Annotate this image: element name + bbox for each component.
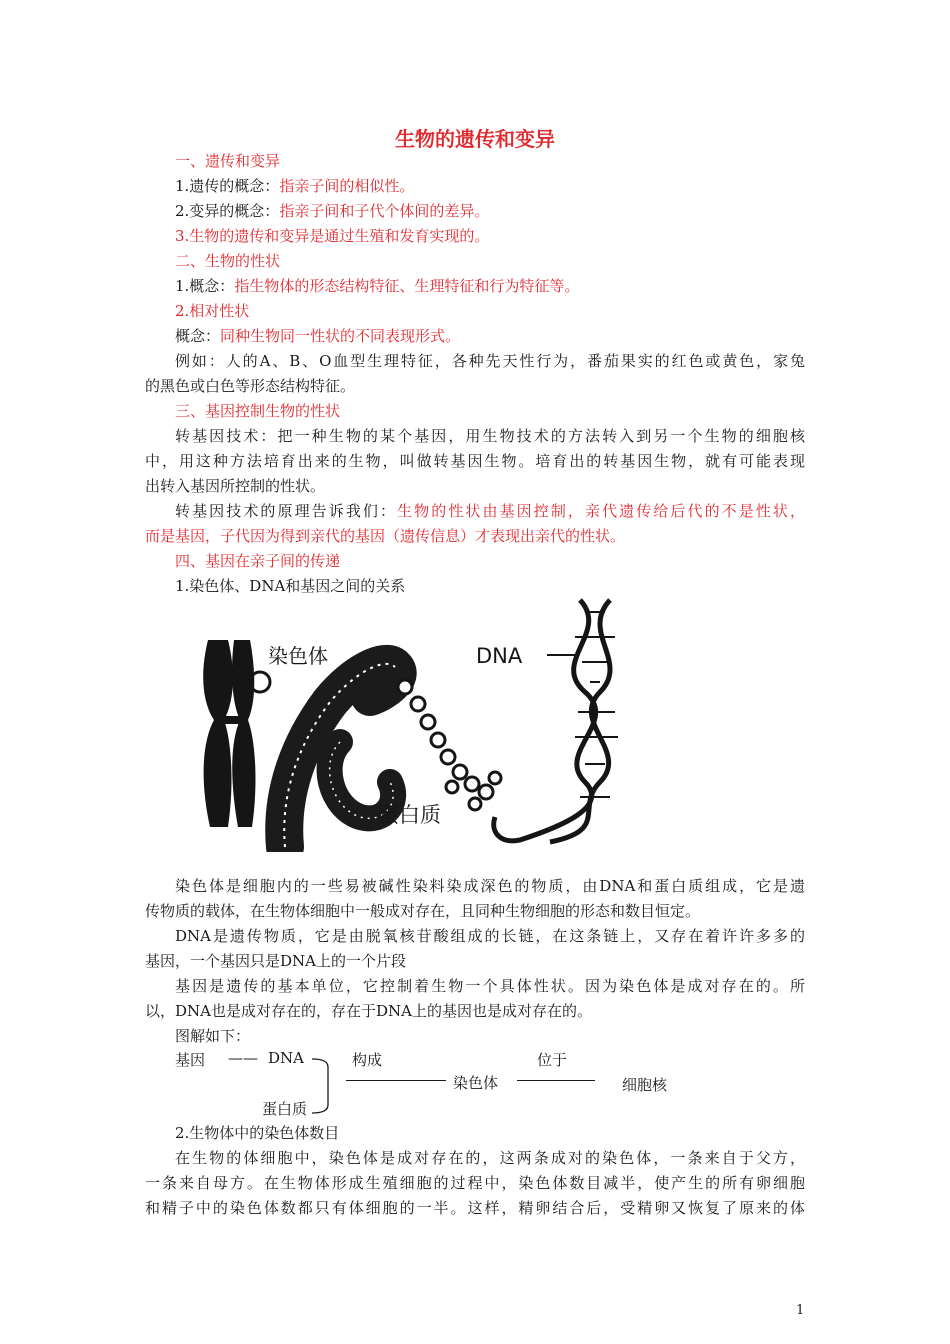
diagram-bracket-icon xyxy=(300,1055,350,1117)
s3-para-2-red-2: 而是基因，子代因为得到亲代的基因（遗传信息）才表现出亲代的性状。 xyxy=(145,527,626,545)
figure-label-dna: DNA xyxy=(476,644,523,668)
nucleosome-beads-icon xyxy=(398,680,501,810)
s4-para-3-line-1: 基因是遗传的基本单位，它控制着生物一个具体性状。因为染色体是成对存在的。所 xyxy=(175,977,805,995)
diagram-line-1 xyxy=(346,1080,446,1081)
s1-item-2 xyxy=(175,201,489,221)
s2-item-1-value: 指生物体的形态结构特征、生理特征和行为特征等。 xyxy=(234,277,580,295)
s3-para-2-label: 转基因技术的原理告诉我们： xyxy=(175,502,398,520)
s4-para-2-line-1: DNA是遗传物质，它是由脱氧核苷酸组成的长链，在这条链上，又存在着许许多多的 xyxy=(175,927,805,945)
s1-item-1-label: 1.遗传的概念： xyxy=(175,177,280,195)
s1-item-1-value: 指亲子间的相似性。 xyxy=(279,177,415,195)
s3-para-2-line-1 xyxy=(145,501,805,521)
s1-item-2-value: 指亲子间和子代个体间的差异。 xyxy=(279,202,490,220)
diagram-gene: 基因 xyxy=(175,1051,206,1069)
s4-para-1-line-2: 传物质的载体，在生物体细胞中一般成对存在，且同种生物细胞的形态和数目恒定。 xyxy=(145,902,701,920)
page-title: 生物的遗传和变异 xyxy=(395,127,555,151)
diagram-compose: 构成 xyxy=(352,1051,383,1069)
s2-item-2: 2.相对性状 xyxy=(175,302,250,320)
diagram-dash: —— xyxy=(228,1049,258,1067)
s1-item-1 xyxy=(175,176,414,196)
s3-para-1-line-1: 转基因技术：把一种生物的某个基因，用生物技术的方法转入到另一个生物的细胞核 xyxy=(175,427,805,445)
s4-para-1-line-1: 染色体是细胞内的一些易被碱性染料染成深色的物质，由DNA和蛋白质组成，它是遗 xyxy=(175,877,805,895)
s1-item-2-label: 2.变异的概念： xyxy=(175,202,280,220)
s2-item-1 xyxy=(175,276,579,296)
s4-item-2: 2.生物体中的染色体数目 xyxy=(175,1124,340,1142)
s4-para-4-line-2: 一条来自母方。在生物体形成生殖细胞的过程中，染色体数目减半，使产生的所有卵细胞 xyxy=(145,1174,805,1192)
chromosome-dna-figure xyxy=(190,592,660,852)
section-heading-1: 一、遗传和变异 xyxy=(175,152,281,170)
s4-diagram-intro: 图解如下： xyxy=(175,1027,251,1045)
section-heading-4: 四、基因在亲子间的传递 xyxy=(175,552,341,570)
s2-example-line-1: 例如：人的A、B、O血型生理特征，各种先天性行为，番茄果实的红色或黄色，家兔 xyxy=(175,352,805,370)
diagram-nucleus: 细胞核 xyxy=(622,1076,668,1094)
dna-helix-icon xyxy=(494,600,618,842)
diagram-chromosome: 染色体 xyxy=(453,1074,499,1092)
diagram-protein: 蛋白质 xyxy=(262,1100,308,1118)
diagram-dna: DNA xyxy=(268,1049,304,1067)
section-heading-2: 二、生物的性状 xyxy=(175,252,281,270)
s3-para-1-line-3: 出转入基因所控制的性状。 xyxy=(145,477,326,495)
s2-concept xyxy=(175,326,460,346)
s2-concept-value: 同种生物同一性状的不同表现形式。 xyxy=(220,327,461,345)
diagram-located: 位于 xyxy=(537,1051,568,1069)
s4-para-2-line-2: 基因，一个基因只是DNA上的一个片段 xyxy=(145,952,406,970)
page-number: 1 xyxy=(796,1303,805,1318)
diagram-line-2 xyxy=(517,1080,595,1081)
s2-item-1-label: 1.概念： xyxy=(175,277,235,295)
section-heading-3: 三、基因控制生物的性状 xyxy=(175,402,341,420)
s2-concept-label: 概念： xyxy=(175,327,221,345)
s4-para-4-line-1: 在生物的体细胞中，染色体是成对存在的，这两条成对的染色体，一条来自于父方， xyxy=(175,1149,805,1167)
s2-example-line-2: 的黑色或白色等形态结构特征。 xyxy=(145,377,356,395)
s4-para-3-line-2: 以，DNA也是成对存在的，存在于DNA上的基因也是成对存在的。 xyxy=(145,1002,592,1020)
s3-para-2-red-1: 生物的性状由基因控制，亲代遗传给后代的不是性状， xyxy=(397,502,805,520)
figure-label-protein: 蛋白质 xyxy=(378,803,441,827)
s3-para-1-line-2: 中，用这种方法培育出来的生物，叫做转基因生物。培育出的转基因生物，就有可能表现 xyxy=(145,452,805,470)
s4-para-4-line-3: 和精子中的染色体数都只有体细胞的一半。这样，精卵结合后，受精卵又恢复了原来的体 xyxy=(145,1199,805,1217)
chromosome-shape-icon xyxy=(203,640,270,827)
s4-item-1: 1.染色体、DNA和基因之间的关系 xyxy=(175,577,406,595)
s1-item-3: 3.生物的遗传和变异是通过生殖和发育实现的。 xyxy=(175,227,490,245)
figure-label-chromosome: 染色体 xyxy=(268,644,328,668)
